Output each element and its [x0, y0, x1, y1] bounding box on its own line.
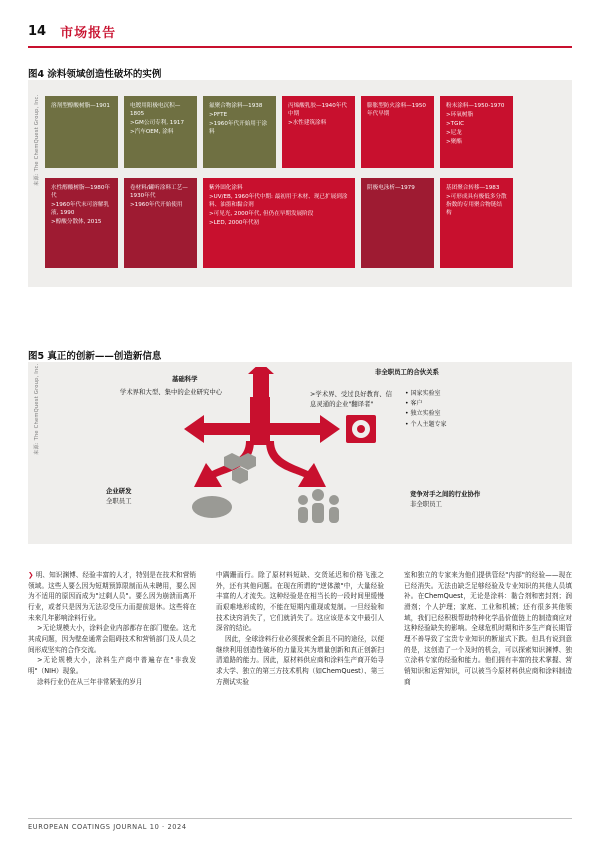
- footer-rule: [28, 818, 572, 819]
- figure4-row-2: [45, 178, 513, 268]
- card-line: 溶剂型醇酸树脂—1901: [51, 103, 110, 109]
- card-line: >水性建筑涂料: [288, 120, 327, 127]
- list-item: • 客户: [405, 400, 423, 408]
- paragraph: 室和独立的专家来为他们提供管经"内部"的经验——现在已经消失。无法由缺乏足够经验及专业知识的其他人员填补。在ChemQuest，无论是涂料：黏合剂和密封剂；润滑剂；个人护理；家庭、工业和机械；还有很多其他领域，我们已经积极帮助特种化学品价值链上的制造商应对这种经验缺失的影响。全球危机时期和许多生产商长期管理不善导致了宝贵专业知识的断崖式下跌。但具有说到意的是，这创造了一个及时的机会，可以探索知识渊博、独立涂料专家的经验和能力。他们拥有丰富的技术掌握、营销知识和运营知识，可以被当今原材料供应商和涂料制造商: [404, 571, 572, 686]
- list-item: • 国家实验室: [405, 390, 441, 397]
- card-line: >UV/EB, 1960年代中期: 最初用于木材、现已扩展到涂料、油墨和黏合剂: [209, 194, 348, 209]
- page-number: 14: [28, 23, 47, 39]
- card-line: >TGIC: [446, 121, 464, 128]
- body-column-2: [216, 570, 384, 687]
- trunk: [250, 397, 270, 445]
- footer-text: EUROPEAN COATINGS JOURNAL 10 · 2024: [28, 823, 187, 831]
- fork-right-arrow-icon: [266, 441, 326, 487]
- figure4-card: [45, 96, 118, 168]
- card-line: 卷材料/罐听涂料工艺—1930年代: [130, 185, 188, 200]
- figure4-card: [282, 96, 355, 168]
- figure4-card: [440, 178, 513, 268]
- left-arrow-icon: [184, 415, 250, 443]
- paragraph-text: 明、知识渊博、经验丰富的人才，特别是在技术和营销领域。这些人要么因为短期预算限制而从未聘用，要么因为不适用的原因而成为"过剩人员"。要么因为崩溃而离开行业，或者只是因为无法忍受压力而提前退休。这些将在未来几年影响涂料行业。: [28, 571, 196, 622]
- drop-cap-bullet: ❯: [28, 571, 34, 579]
- right-arrow-icon: [270, 415, 340, 443]
- figure5-translator-box: >学术界、受过良好教育、信息灵通的企业"翻译者": [310, 390, 393, 409]
- body-column-3: [404, 570, 572, 687]
- figure4-card: [361, 96, 434, 168]
- card-line: >GM公司专利, 1917: [130, 120, 185, 127]
- paragraph: 中蹒跚而行。除了原材料短缺、交货延迟和价格飞涨之外，还有其他问题。在现在所谓的"逆体激"中，大量经验丰富的人才流失。这种经验是在相当长的一段时间里缓慢而艰难地形成的，不能在短期内重现或复制。一旦经验和技术诀窍消失了，它们就消失了。这应该是本文中最引人深省的结论。: [216, 571, 384, 633]
- paragraph: 因此，全球涂料行业必须探索全新且不同的途径，以便继续利用创造性破坏的力量及其为增量创新和真正创新扫清道路的能力。因此，原材料供应商和涂料生产商开始寻求大学、独立的第三方技术机构（如ChemQuest）、第三方测试实验: [216, 635, 384, 686]
- page-header: [28, 18, 572, 44]
- card-line: 丙烯酸乳胶—1940年代中期: [288, 103, 347, 118]
- card-line: 电镀用阳极电沉积—1805: [130, 103, 181, 118]
- paragraph: >无论规模大小，涂料企业内部都存在部门壁垒。这尤其成问题，因为壁垒通常会阻碍技术和营销部门及人员之间形成坚实的合作交流。: [28, 624, 196, 654]
- card-line: 膨胀型防火涂料—1950年代早期: [367, 103, 426, 118]
- figure4-row-1: [45, 96, 513, 168]
- figure4-card: [203, 178, 355, 268]
- section-title: 市场报告: [60, 25, 117, 41]
- body-column-1: [28, 570, 196, 687]
- figure4-card: [203, 96, 276, 168]
- figure4-card: [124, 96, 197, 168]
- target-icon: [346, 415, 376, 443]
- figure4-card: [440, 96, 513, 168]
- figure5-partner-list: [405, 389, 446, 430]
- card-line: 氟聚合物涂料—1938: [209, 103, 263, 109]
- card-line: >可形成具有极低多分散指数的专用聚合物链结构: [446, 194, 507, 217]
- list-item: • 独立实验室: [405, 410, 441, 418]
- figure4-credit: 来源: The ChemQuest Group, Inc.: [34, 94, 40, 186]
- card-line: >LED, 2000年代初: [209, 220, 260, 227]
- figure4-card: [124, 178, 197, 268]
- figure5-left-label: 企业研发: [106, 487, 132, 495]
- card-line: >PFTE: [209, 112, 228, 119]
- figure5-credit: 来源: The ChemQuest Group, Inc.: [34, 363, 40, 455]
- card-line: >聚酯: [446, 139, 462, 146]
- figure5-right-top-label: 非全职员工的合伙关系: [375, 368, 439, 376]
- paragraph: [28, 570, 196, 623]
- card-line: >1960年代末可溶解乳液, 1990: [51, 202, 110, 217]
- card-line: 水性醇酸树脂—1980年代: [51, 185, 110, 200]
- card-line: 紫外固化涂料: [209, 185, 243, 191]
- card-line: 阴极电泳析—1979: [367, 185, 415, 191]
- header-rule: [28, 46, 572, 48]
- card-line: 粉末涂料—1950-1970: [446, 103, 505, 109]
- figure5-right-bottom-sublabel: 非全职员工: [410, 500, 442, 508]
- card-line: >环氧树脂: [446, 112, 474, 119]
- handshake-icon: [192, 496, 232, 518]
- card-line: >尼龙: [446, 130, 462, 137]
- people-icon: [298, 489, 339, 523]
- card-line: >1960年代开始使用: [130, 202, 183, 209]
- paragraph: 涂料行业仍在从三年非常紧张的岁月: [37, 677, 143, 686]
- paragraph: >无论规模大小，涂料生产商中普遍存在"非我发明"（NIH）现象。: [28, 656, 196, 676]
- figure5-caption: 图5 真正的创新——创造新信息: [28, 351, 162, 362]
- figure5-left-sublabel: 全职员工: [106, 497, 132, 505]
- card-line: >醇酸分散体, 2015: [51, 219, 102, 226]
- figure4-caption: 图4 涂料领域创造性破坏的实例: [28, 69, 162, 80]
- figure4-card: [361, 178, 434, 268]
- figure5-right-bottom-label: 竞争对手之间的行业协作: [410, 490, 481, 498]
- figure4-card: [45, 178, 118, 268]
- card-line: 基团聚合转移—1983: [446, 185, 500, 191]
- figure5-top-sublabel: 学术界和大型、集中的企业研究中心: [119, 388, 223, 396]
- card-line: >汽车OEM, 涂料: [130, 129, 174, 136]
- figure5-top-label: 基础科学: [172, 375, 198, 383]
- list-item: • 个人主题专家: [405, 420, 447, 428]
- card-line: >可见光, 2000年代, 但仍在早期发展阶段: [209, 211, 314, 218]
- card-line: >1960年代开始用于涂料: [209, 121, 268, 136]
